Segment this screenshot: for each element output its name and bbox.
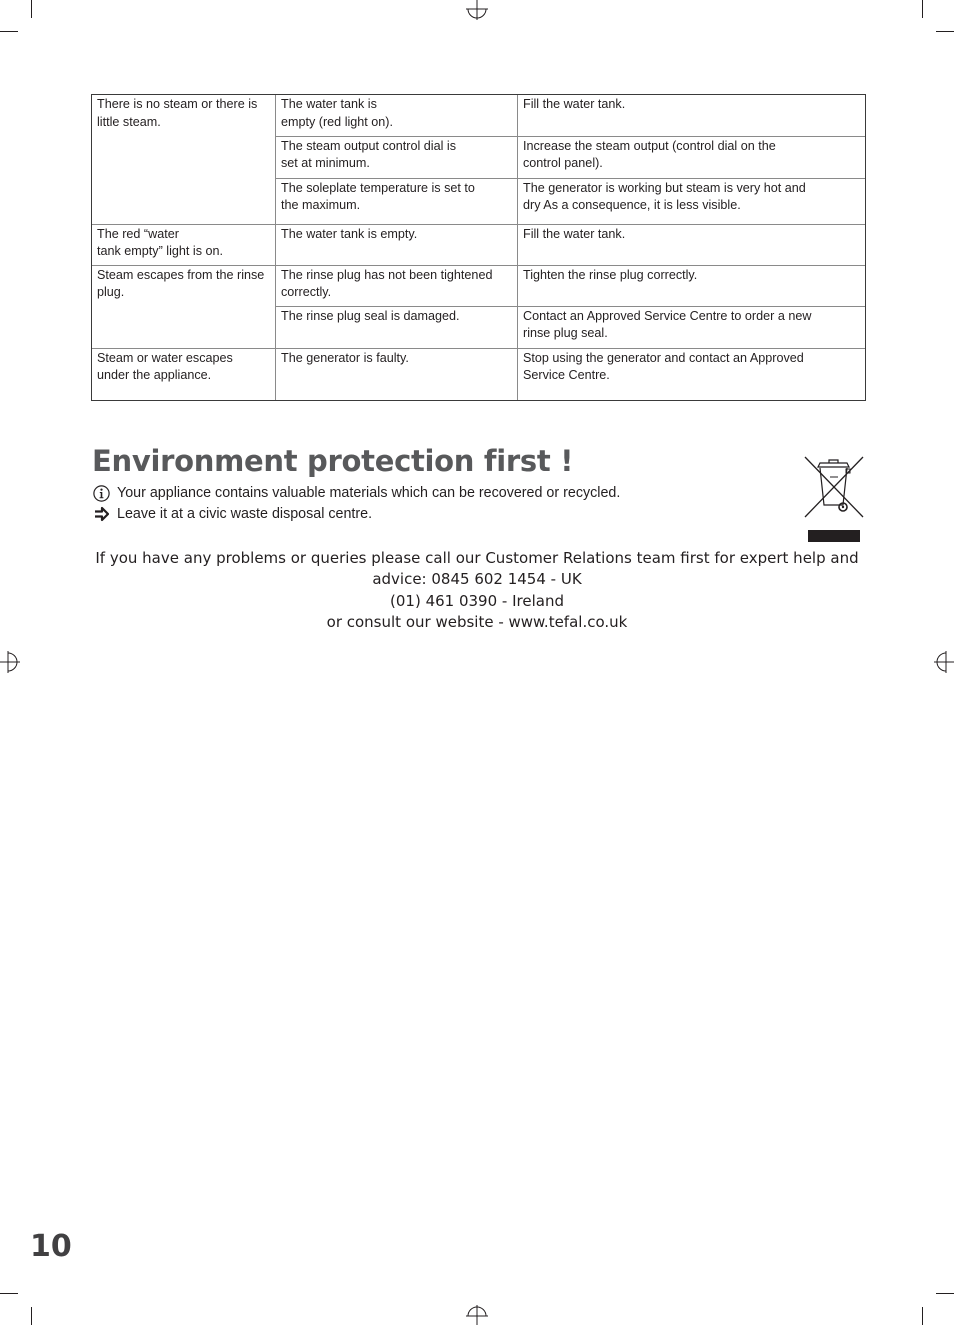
problem-cell: There is no steam or there is little steam. [92, 95, 276, 224]
contact-line: or consult our website - www.tefal.co.uk [326, 613, 628, 632]
cause-cell: The water tank is empty (red light on). [276, 95, 518, 136]
troubleshooting-table [91, 94, 866, 401]
solution-cell: Contact an Approved Service Centre to order a new rinse plug seal. [518, 306, 866, 348]
registration-mark-left [0, 649, 20, 675]
table-row [92, 95, 865, 136]
contact-line: (01) 461 0390 - Ireland [390, 591, 564, 610]
info-text: Your appliance contains valuable materials which can be recovered or recycled. [117, 485, 621, 501]
arrow-right-icon [93, 506, 109, 522]
problem-cell: The red “water tank empty” light is on. [92, 224, 276, 265]
registration-mark-right [934, 649, 954, 675]
contact-line: If you have any problems or queries please call our Customer Relations team first for expert help and [95, 549, 859, 567]
instruction-line [93, 506, 372, 522]
cause-cell: The soleplate temperature is set to the maximum. [276, 178, 518, 224]
table-row [92, 265, 865, 306]
cause-cell: The water tank is empty. [276, 224, 518, 265]
cause-cell: The rinse plug has not been tightened correctly. [276, 265, 518, 306]
cause-cell: The rinse plug seal is damaged. [276, 306, 518, 348]
table-row [92, 224, 865, 265]
crossed-out-wheelie-bin-icon [803, 455, 865, 543]
info-line [93, 485, 620, 501]
registration-mark-top [464, 0, 490, 20]
solution-cell: Tighten the rinse plug correctly. [518, 265, 866, 306]
table-row [92, 348, 865, 400]
contact-info [92, 548, 862, 634]
solution-cell: Stop using the generator and contact an Approved Service Centre. [518, 348, 866, 400]
contact-line: advice: 0845 602 1454 - UK [372, 570, 582, 589]
cause-cell: The steam output control dial is set at minimum. [276, 136, 518, 178]
solution-cell: Increase the steam output (control dial on the control panel). [518, 136, 866, 178]
solution-cell: Fill the water tank. [518, 224, 866, 265]
problem-cell: Steam or water escapes under the appliance. [92, 348, 276, 400]
section-title: Environment protection first ! [92, 444, 574, 478]
page-number: 10 [30, 1229, 72, 1264]
info-icon [93, 485, 109, 501]
cause-cell: The generator is faulty. [276, 348, 518, 400]
instruction-text: Leave it at a civic waste disposal centre. [117, 506, 373, 522]
registration-mark-bottom [464, 1305, 490, 1325]
solution-cell: The generator is working but steam is very hot and dry As a consequence, it is less visible. [518, 178, 866, 224]
problem-cell: Steam escapes from the rinse plug. [92, 265, 276, 348]
solution-cell: Fill the water tank. [518, 95, 866, 136]
